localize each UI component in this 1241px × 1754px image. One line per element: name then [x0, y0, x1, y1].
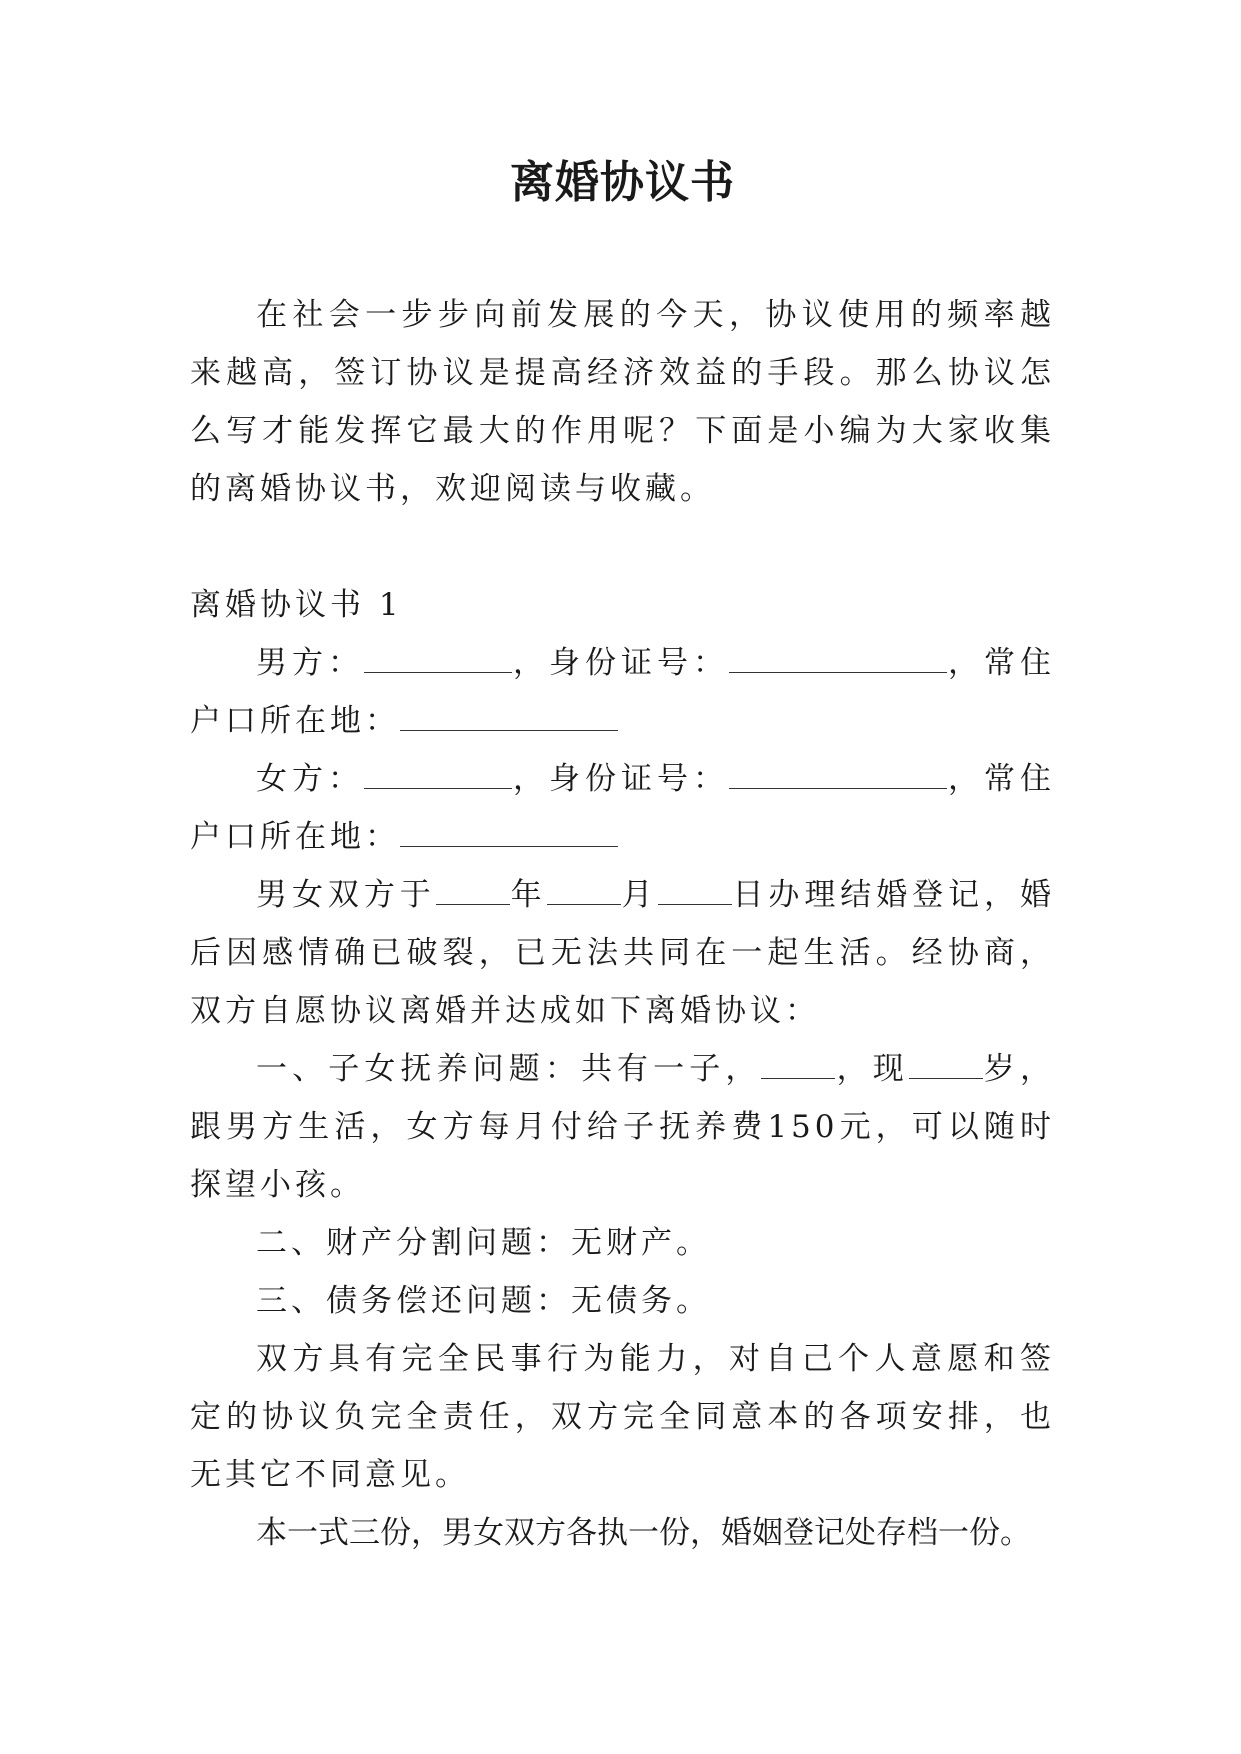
document-title: 离婚协议书: [510, 157, 735, 208]
clause1-rest: 岁，跟男方生活，女方每月付给子抚养费150元，可以随时探望小孩。: [190, 1051, 1056, 1203]
male-label: 男方：: [256, 645, 364, 681]
male-name-blank: [364, 672, 512, 673]
female-id-blank: [729, 788, 947, 789]
marriage-paragraph: [190, 866, 1055, 1040]
document-body: [190, 286, 1055, 1562]
section-heading: 离婚协议书 1: [190, 587, 403, 623]
marriage-start: 男女双方于: [256, 877, 436, 913]
day-blank: [658, 904, 732, 905]
month-blank: [547, 904, 621, 905]
capacity-paragraph: 双方具有完全民事行为能力，对自己个人意愿和签定的协议负完全责任，双方完全同意本的各项安排，也无其它不同意见。: [190, 1341, 1055, 1493]
clause1-mid: ，现: [835, 1051, 909, 1087]
clause1-start: 一、子女抚养问题：共有一子，: [256, 1051, 762, 1087]
male-party-line: [190, 634, 1055, 750]
female-label: 女方：: [256, 761, 364, 797]
clause-debt: 三、债务偿还问题：无债务。: [256, 1283, 711, 1319]
child-name-blank: [761, 1078, 835, 1079]
clause-child-support: [190, 1040, 1055, 1214]
intro-paragraph: 在社会一步步向前发展的今天，协议使用的频率越来越高，签订协议是提高经济效益的手段。那么协议怎么写才能发挥它最大的作用呢？下面是小编为大家收集的离婚协议书，欢迎阅读与收藏。: [190, 297, 1055, 507]
copies-paragraph: 本一式三份，男女双方各执一份，婚姻登记处存档一份。: [256, 1515, 1031, 1551]
male-id-blank: [729, 672, 947, 673]
female-residence-blank: [400, 846, 618, 847]
month-label: 月: [620, 877, 658, 913]
clause-property: 二、财产分割问题：无财产。: [256, 1225, 711, 1261]
marriage-rest: 日办理结婚登记，婚后因感情确已破裂，已无法共同在一起生活。经协商，双方自愿协议离婚并达成如下离婚协议：: [190, 877, 1056, 1029]
female-name-blank: [364, 788, 512, 789]
male-residence-blank: [400, 730, 618, 731]
female-residence-label: ，常住户口所在地：: [190, 761, 1055, 855]
female-party-line: [190, 750, 1055, 866]
document-page: [190, 0, 1055, 1754]
year-blank: [436, 904, 510, 905]
male-id-label: ，身份证号：: [512, 645, 729, 681]
year-label: 年: [509, 877, 547, 913]
male-residence-label: ，常住户口所在地：: [190, 645, 1055, 739]
female-id-label: ，身份证号：: [512, 761, 729, 797]
child-age-blank: [909, 1078, 983, 1079]
